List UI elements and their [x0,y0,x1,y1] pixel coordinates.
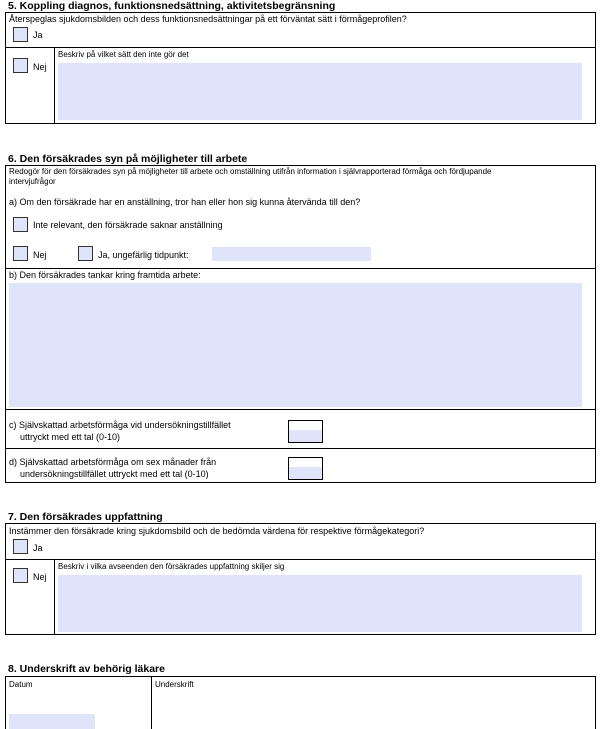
section-7-title: 7. Den försäkrades uppfattning [8,511,163,523]
section-6-title: 6. Den försäkrades syn på möjligheter till arbete [8,153,248,165]
section-5-no-label: Nej [33,62,47,72]
field-fill [289,467,322,479]
section-7-yes-label: Ja [33,543,43,553]
divider [54,559,55,635]
not-relevant-checkbox[interactable] [13,217,28,232]
section-7-yes-checkbox[interactable] [13,539,28,554]
section-7-question: Instämmer den försäkrade kring sjukdomsbild och de bedömda värdena för respektive förmågekategori? [9,526,425,536]
section-6-intro-line1: Redogör för den försäkrades syn på möjligheter till arbete och omställning utifrån information i självrapporterad förmåga och fördjupande [9,167,492,176]
section-7-no-checkbox[interactable] [13,568,28,583]
section-5-describe-label: Beskriv på vilket sätt den inte gör det [58,50,189,59]
date-label: Datum [9,680,33,689]
section-6-question-c-line1: c) Självskattad arbetsförmåga vid undersökningstillfället [9,420,231,430]
divider [595,676,596,729]
divider [5,676,6,729]
section-5-title: 5. Koppling diagnos, funktionsnedsättning, aktivitetsbegränsning [8,0,336,12]
section-7-describe-label: Beskriv i vilka avseenden den försäkrades uppfattning skiljer sig [58,562,285,571]
divider [5,268,596,269]
field-fill [289,430,322,442]
section-6-question-d-line1: d) Självskattad arbetsförmåga om sex månader från [9,457,217,467]
future-work-thoughts-field[interactable] [9,283,582,407]
return-time-field[interactable] [212,247,371,261]
section-6-question-a: a) Om den försäkrade har en anställning, tror han eller hon sig kunna återvända till den? [9,197,361,207]
section-5-yes-checkbox[interactable] [13,27,28,42]
section-6-yes-time-label: Ja, ungefärlig tidpunkt: [98,250,189,260]
section-8-title: 8. Underskrift av behörig läkare [8,663,165,675]
section-5-yes-label: Ja [33,30,43,40]
self-rated-capacity-now-field[interactable] [288,420,323,443]
section-7-describe-field[interactable] [58,575,582,632]
section-6-question-d-line2: undersökningstillfället uttryckt med ett tal (0-10) [20,469,209,479]
section-5-describe-field[interactable] [58,63,582,120]
section-6-no-checkbox[interactable] [13,246,28,261]
not-relevant-label: Inte relevant, den försäkrade saknar anställning [33,220,223,230]
section-5-question: Återspeglas sjukdomsbilden och dess funktionsnedsättningar på ett förväntat sätt i förmågeprofilen? [9,14,407,24]
divider [54,47,55,124]
divider [151,676,152,729]
divider [5,448,596,449]
divider [5,409,596,410]
divider [5,676,596,677]
self-rated-capacity-six-months-field[interactable] [288,457,323,480]
section-6-question-b: b) Den försäkrades tankar kring framtida arbete: [9,270,201,280]
section-6-intro-line2: intervjufrågor [9,177,56,186]
divider [5,47,596,48]
signature-label: Underskrift [155,680,194,689]
section-5-no-checkbox[interactable] [13,58,28,73]
section-6-no-label: Nej [33,250,47,260]
section-6-question-c-line2: uttryckt med ett tal (0-10) [20,432,121,442]
date-field[interactable] [9,714,95,729]
divider [5,559,596,560]
section-6-yes-checkbox[interactable] [78,246,93,261]
section-7-no-label: Nej [33,572,47,582]
